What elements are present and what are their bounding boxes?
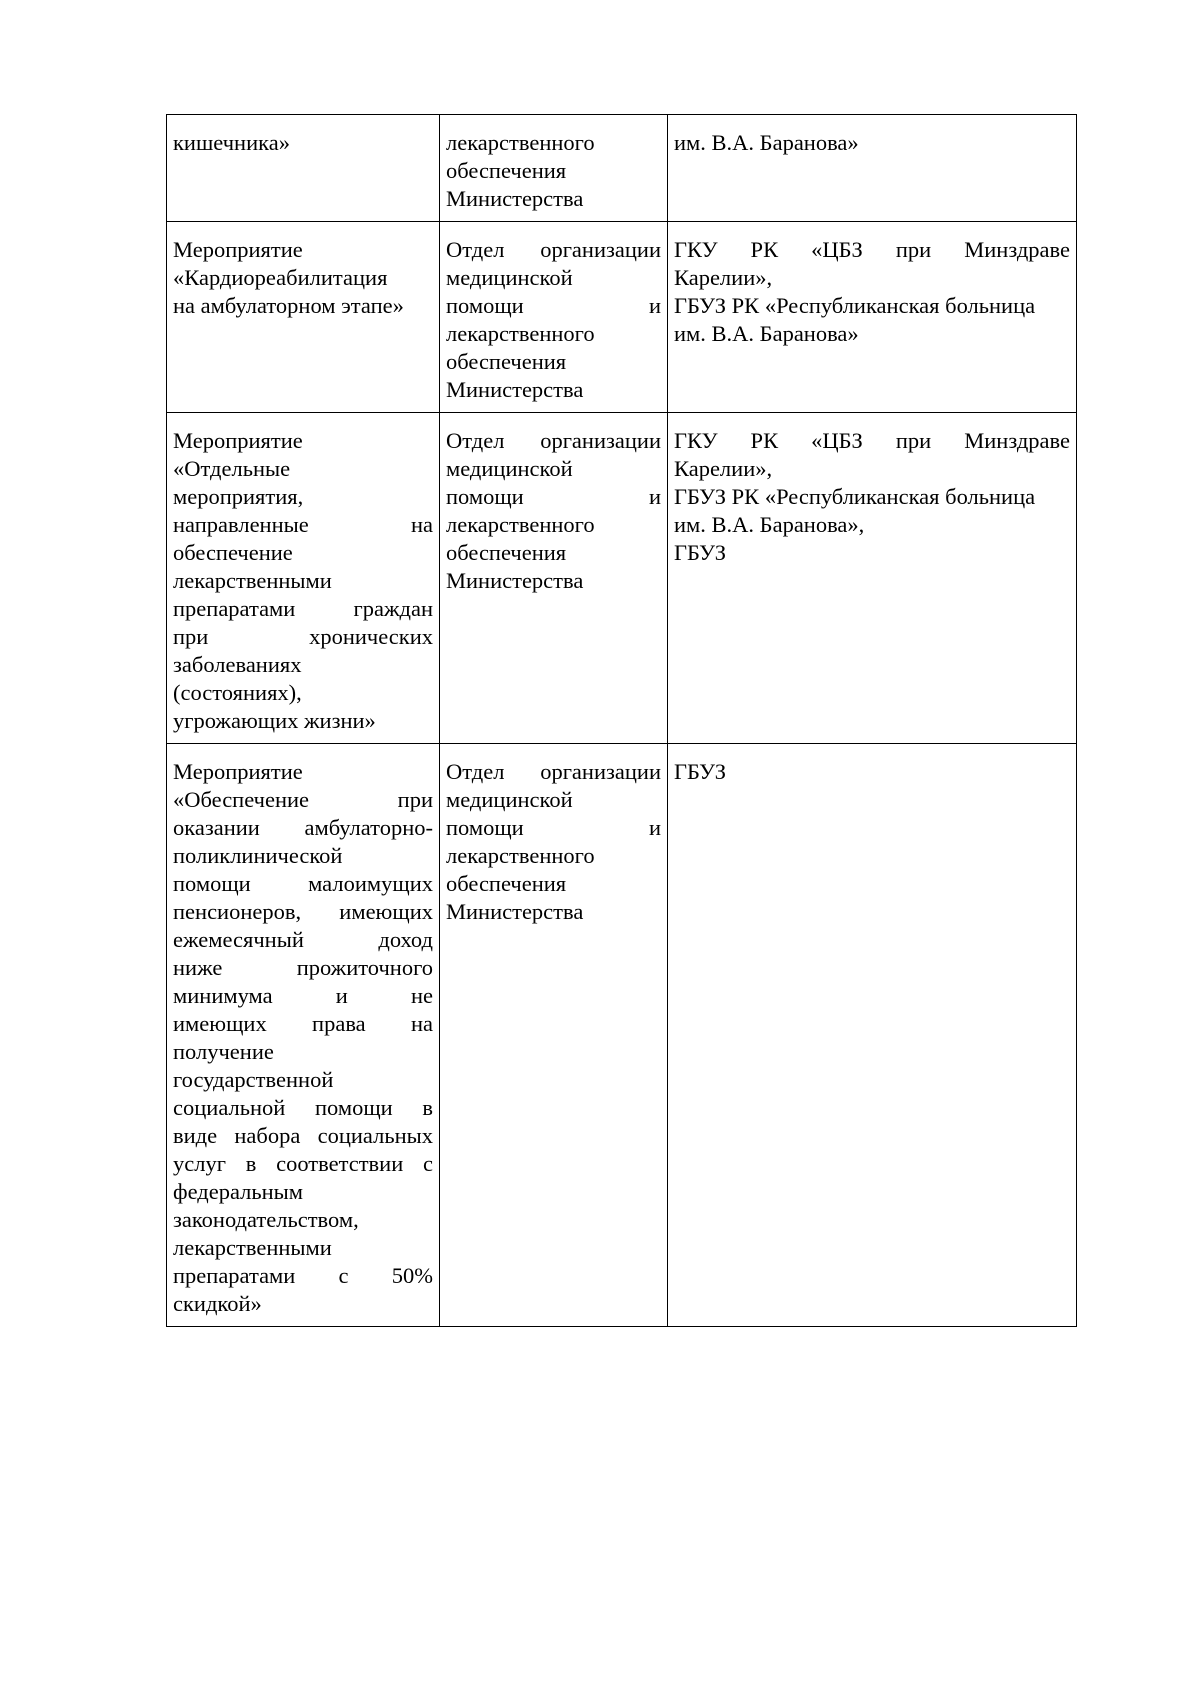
- cell-line: «Отдельные: [173, 456, 291, 481]
- measures-table: [166, 114, 1077, 1327]
- cell-line: Отдел организации: [446, 237, 661, 262]
- cell-line: ГКУ РК «ЦБЗ при Минздраве: [674, 237, 1070, 262]
- cell-line: обеспечения: [446, 349, 567, 374]
- cell-line: «Кардиореабилитация: [173, 265, 388, 290]
- cell-line: ГБУЗ РК «Республиканская больница: [674, 484, 1036, 509]
- table-row: [167, 413, 1077, 744]
- cell-line: ниже прожиточного: [173, 955, 433, 980]
- cell-line: Мероприятие: [173, 428, 303, 453]
- cell-line: помощи и: [446, 815, 661, 840]
- cell-line: препаратами граждан: [173, 596, 433, 621]
- cell-line: Министерства: [446, 186, 584, 211]
- table-row: [167, 222, 1077, 413]
- cell-line: Отдел организации: [446, 759, 661, 784]
- cell-line: ГБУЗ: [674, 759, 727, 784]
- cell-line: помощи и: [446, 484, 661, 509]
- cell-line: лекарственными: [173, 568, 332, 593]
- table-row: [167, 744, 1077, 1327]
- cell-line: Мероприятие: [173, 237, 303, 262]
- cell-line: ГКУ РК «ЦБЗ при Минздраве: [674, 428, 1070, 453]
- executors-cell: [668, 115, 1077, 222]
- cell-line: обеспечения: [446, 158, 567, 183]
- cell-line: обеспечения: [446, 871, 567, 896]
- cell-line: помощи и: [446, 293, 661, 318]
- responsible-department-cell: [440, 413, 668, 744]
- cell-line: на амбулаторном этапе»: [173, 293, 404, 318]
- measure-cell: [167, 413, 440, 744]
- table-row: [167, 115, 1077, 222]
- cell-line: заболеваниях: [173, 652, 302, 677]
- cell-line: поликлинической: [173, 843, 343, 868]
- cell-line: Министерства: [446, 377, 584, 402]
- measure-cell: [167, 222, 440, 413]
- measure-cell: [167, 744, 440, 1327]
- cell-line: оказании амбулаторно-: [173, 815, 433, 840]
- cell-line: ГБУЗ: [674, 540, 727, 565]
- cell-line: «Обеспечение при: [173, 787, 433, 812]
- cell-line: Министерства: [446, 899, 584, 924]
- cell-line: скидкой»: [173, 1291, 262, 1316]
- cell-line: обеспечения: [446, 540, 567, 565]
- responsible-department-cell: [440, 222, 668, 413]
- cell-line: медицинской: [446, 265, 573, 290]
- cell-line: медицинской: [446, 787, 573, 812]
- cell-line: получение: [173, 1039, 274, 1064]
- cell-line: мероприятия,: [173, 484, 304, 509]
- cell-line: социальной помощи в: [173, 1095, 433, 1120]
- cell-line: виде набора социальных: [173, 1123, 433, 1148]
- cell-line: Отдел организации: [446, 428, 661, 453]
- measure-cell: [167, 115, 440, 222]
- executors-cell: [668, 222, 1077, 413]
- cell-line: законодательством,: [173, 1207, 359, 1232]
- responsible-department-cell: [440, 115, 668, 222]
- cell-line: ГБУЗ РК «Республиканская больница: [674, 293, 1036, 318]
- cell-line: лекарственного: [446, 512, 595, 537]
- cell-line: Карелии»,: [674, 456, 773, 481]
- cell-line: препаратами с 50%: [173, 1263, 433, 1288]
- cell-line: обеспечение: [173, 540, 293, 565]
- cell-line: пенсионеров, имеющих: [173, 899, 433, 924]
- cell-line: Карелии»,: [674, 265, 773, 290]
- cell-line: минимума и не: [173, 983, 433, 1008]
- executors-cell: [668, 413, 1077, 744]
- cell-line: государственной: [173, 1067, 334, 1092]
- cell-line: при хронических: [173, 624, 433, 649]
- table-body: [167, 115, 1077, 1327]
- cell-line: кишечника»: [173, 130, 290, 155]
- cell-line: им. В.А. Баранова»: [674, 321, 859, 346]
- cell-line: федеральным: [173, 1179, 304, 1204]
- cell-line: лекарственными: [173, 1235, 332, 1260]
- cell-line: лекарственного: [446, 130, 595, 155]
- cell-line: услуг в соответствии с: [173, 1151, 433, 1176]
- cell-line: помощи малоимущих: [173, 871, 433, 896]
- cell-line: (состояниях),: [173, 680, 302, 705]
- cell-line: лекарственного: [446, 843, 595, 868]
- executors-cell: [668, 744, 1077, 1327]
- cell-line: ежемесячный доход: [173, 927, 433, 952]
- cell-line: Мероприятие: [173, 759, 303, 784]
- cell-line: им. В.А. Баранова»,: [674, 512, 865, 537]
- cell-line: направленные на: [173, 512, 433, 537]
- cell-line: имеющих права на: [173, 1011, 433, 1036]
- cell-line: Министерства: [446, 568, 584, 593]
- cell-line: лекарственного: [446, 321, 595, 346]
- cell-line: медицинской: [446, 456, 573, 481]
- responsible-department-cell: [440, 744, 668, 1327]
- cell-line: угрожающих жизни»: [173, 708, 376, 733]
- cell-line: им. В.А. Баранова»: [674, 130, 859, 155]
